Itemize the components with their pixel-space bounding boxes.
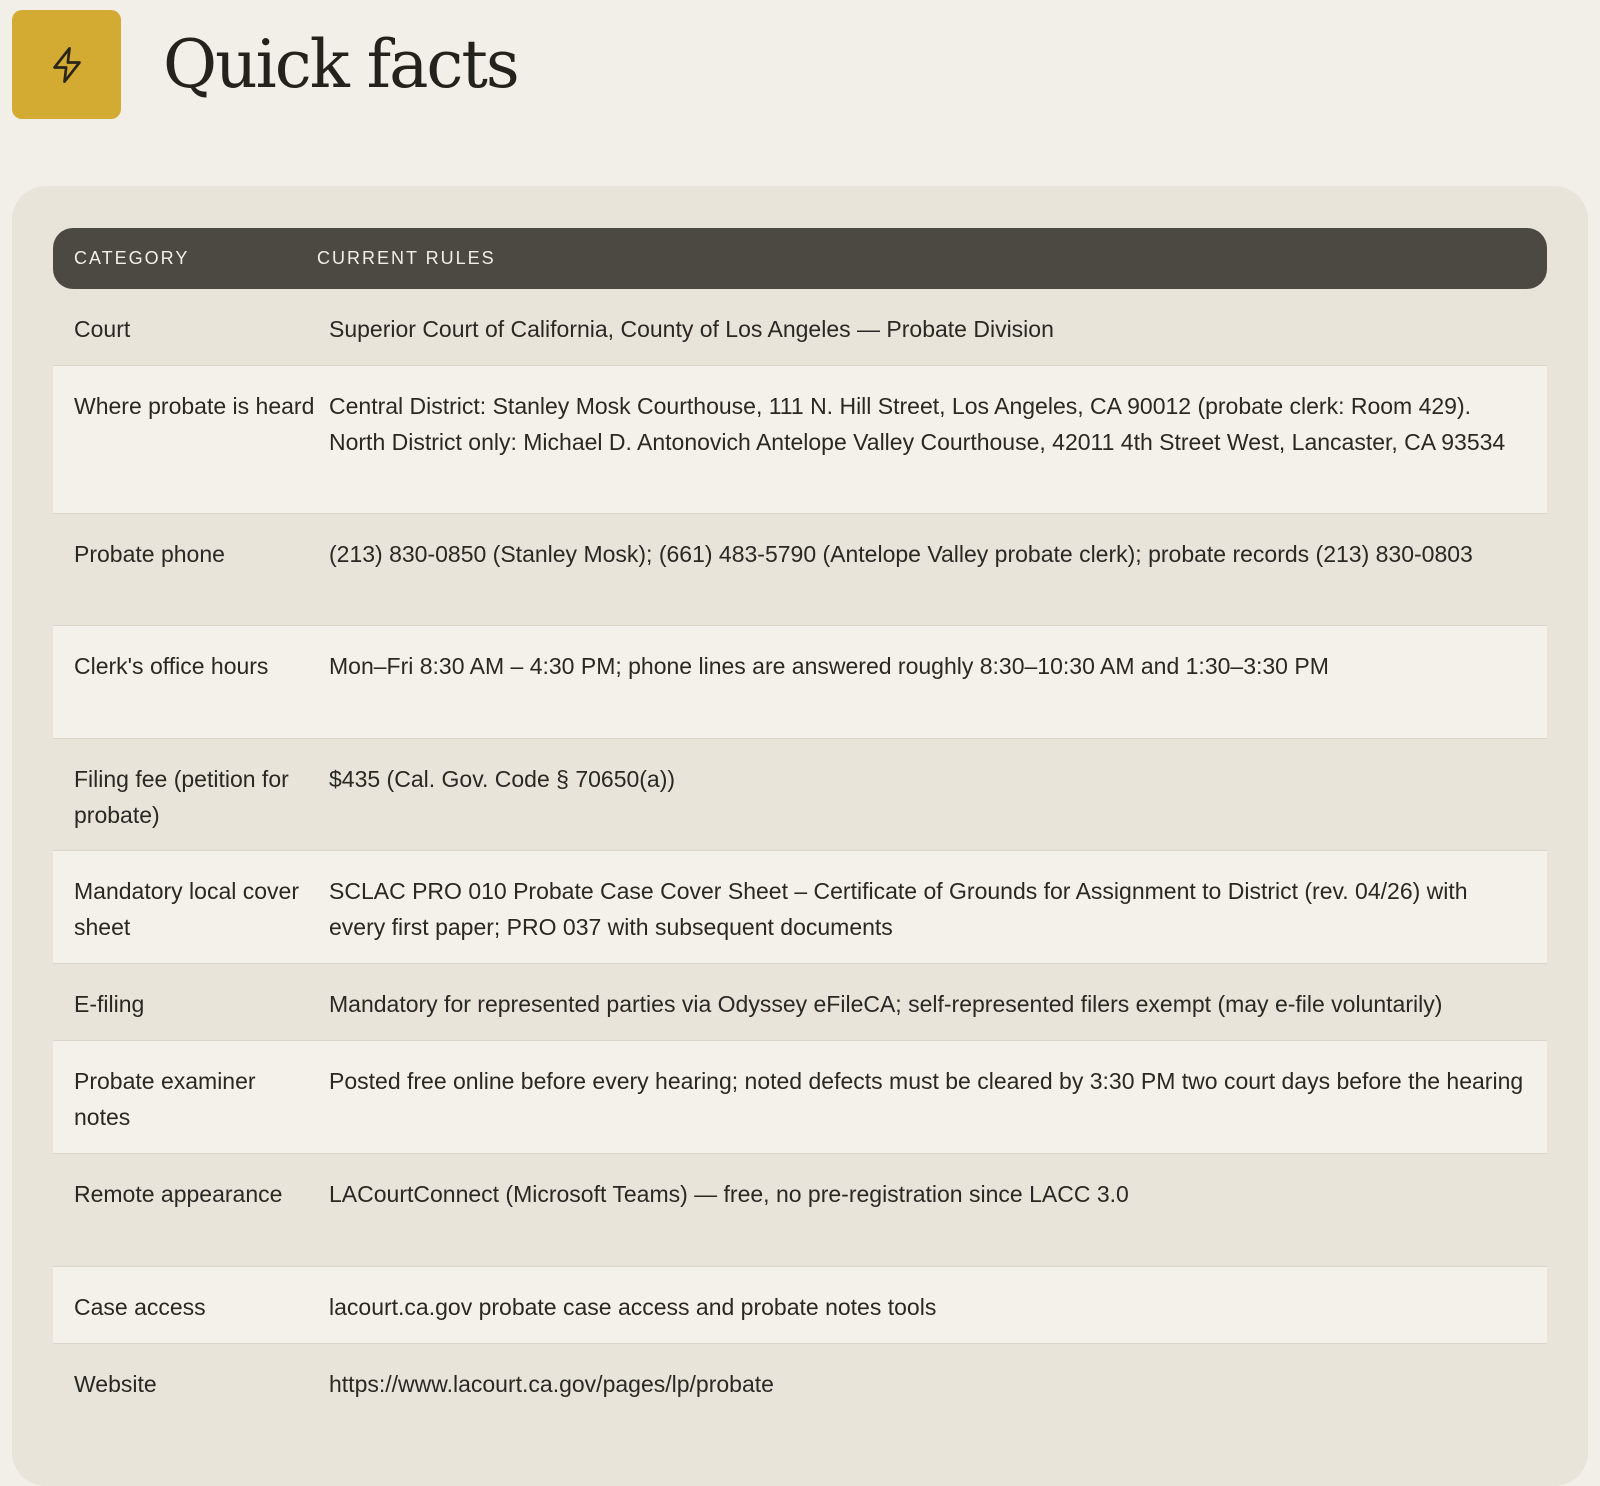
row-category: Probate phone: [74, 541, 225, 567]
row-category: Clerk's office hours: [74, 653, 269, 679]
table-row: [53, 851, 1547, 964]
table-row: [53, 964, 1547, 1041]
row-category: Mandatory local cover sheet: [74, 878, 299, 940]
row-rule: (213) 830-0850 (Stanley Mosk); (661) 483-5790 (Antelope Valley probate clerk); probate records (213) 830-0803: [329, 541, 1473, 567]
table-row: [53, 366, 1547, 514]
page-title: Quick facts: [163, 25, 518, 103]
table-row: [53, 626, 1547, 739]
row-rule: Mandatory for represented parties via Odyssey eFileCA; self-represented filers exempt (may e-file voluntarily): [329, 991, 1443, 1017]
column-header-current-rules: CURRENT RULES: [317, 248, 496, 268]
row-category: Probate examiner notes: [74, 1068, 256, 1130]
row-category: Filing fee (petition for probate): [74, 766, 289, 828]
table-row: [53, 514, 1547, 626]
table-row: [53, 1267, 1547, 1344]
table-header: [53, 228, 1547, 289]
column-header-category: CATEGORY: [74, 248, 190, 268]
row-rule: SCLAC PRO 010 Probate Case Cover Sheet – Certificate of Grounds for Assignment to District (rev. 04/26) with every first paper; PRO 037 with subsequent documents: [329, 878, 1468, 940]
row-category: Website: [74, 1371, 157, 1397]
row-rule: $435 (Cal. Gov. Code § 70650(a)): [329, 766, 676, 792]
row-category: E-filing: [74, 991, 145, 1017]
row-category: Remote appearance: [74, 1181, 283, 1207]
table-row: [53, 1041, 1547, 1154]
website-link[interactable]: https://www.lacourt.ca.gov/pages/lp/probate: [329, 1371, 774, 1397]
row-rule: Posted free online before every hearing; noted defects must be cleared by 3:30 PM two court days before the hearing: [329, 1068, 1524, 1094]
quick-facts-table: [53, 228, 1547, 1421]
table-row: [53, 1344, 1547, 1421]
page-header: [12, 10, 518, 119]
table-row: [53, 289, 1547, 366]
row-category: Where probate is heard: [74, 393, 315, 419]
row-rule: Mon–Fri 8:30 AM – 4:30 PM; phone lines are answered roughly 8:30–10:30 AM and 1:30–3:30 PM: [329, 653, 1329, 679]
row-category: Court: [74, 316, 131, 342]
row-rule: Central District: Stanley Mosk Courthouse, 111 N. Hill Street, Los Angeles, CA 90012 (probate clerk: Room 429). North District only: Michael D. Antonovich Antelope Valley Courthouse, 42011 4th Street West, Lancaster, CA 93534: [329, 393, 1506, 455]
table-row: [53, 1154, 1547, 1267]
row-rule: lacourt.ca.gov probate case access and probate notes tools: [329, 1294, 937, 1320]
quick-facts-card: [12, 186, 1588, 1486]
row-category: Case access: [74, 1294, 206, 1320]
row-rule: Superior Court of California, County of Los Angeles — Probate Division: [329, 316, 1054, 342]
lightning-bolt-icon: [12, 10, 121, 119]
row-rule: LACourtConnect (Microsoft Teams) — free, no pre-registration since LACC 3.0: [329, 1181, 1129, 1207]
table-row: [53, 739, 1547, 851]
